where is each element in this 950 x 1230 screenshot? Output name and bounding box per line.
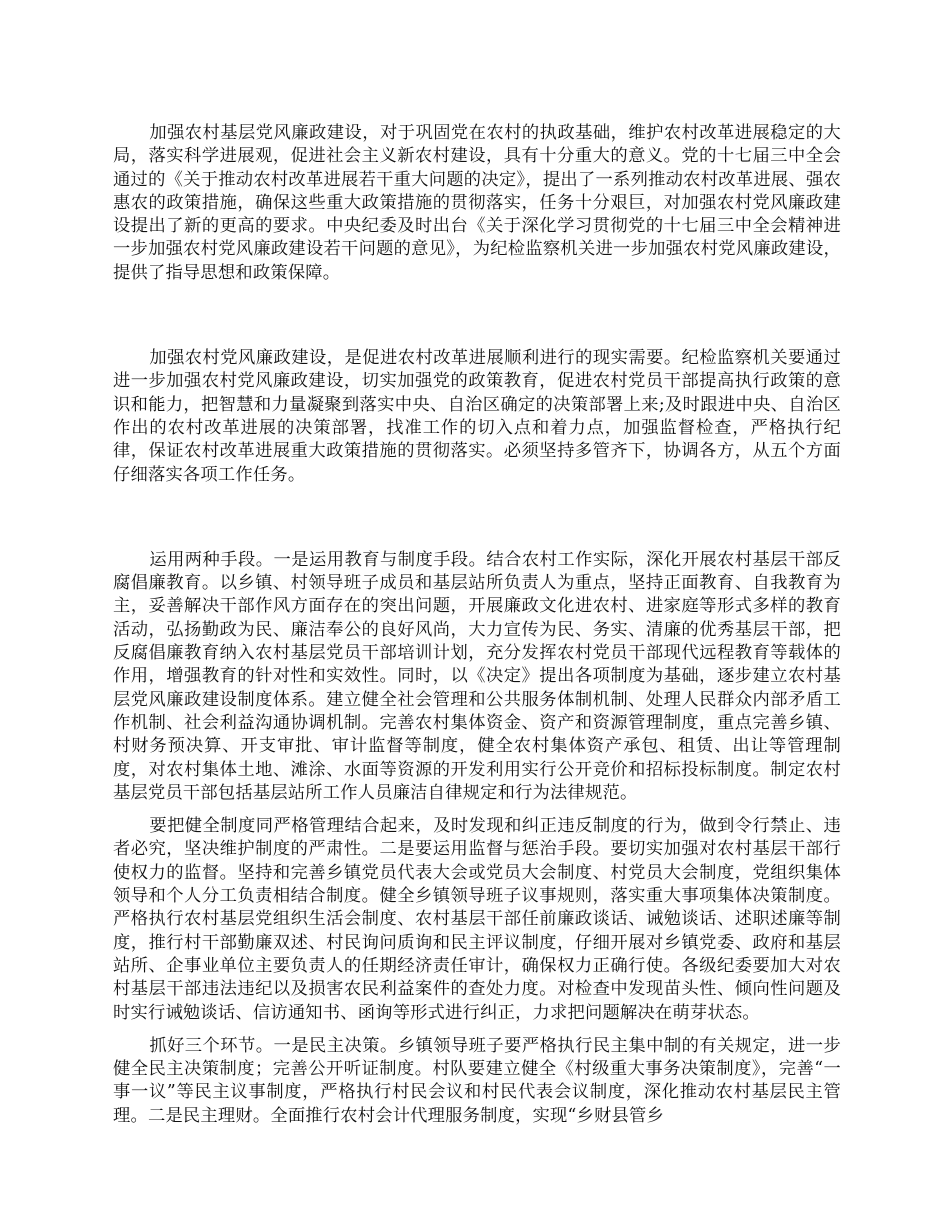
paragraph-practical-need: 加强农村党风廉政建设，是促进农村改革进展顺利进行的现实需要。纪检监察机关要通过进一步加强农村党风廉政建设，切实加强党的政策教育，促进农村党员干部提高执行政策的意识和能力，把智慧和力量凝聚到落实中央、自治区确定的决策部署上来;及时跟进中央、自治区作出的农村改革进展的决策部署，找准工作的切入点和着力点，加强监督检查，严格执行纪律，保证农村改革进展重大政策措施的贯彻落实。必须坚持多管齐下，协调各方，从五个方面仔细落实各项工作任务。: [113, 348, 841, 485]
paragraph-spacer: [113, 805, 841, 815]
paragraph-significance: 加强农村基层党风廉政建设，对于巩固党在农村的执政基础，维护农村改革进展稳定的大局，落实科学进展观，促进社会主义新农村建设，具有十分重大的意义。党的十七届三中全会通过的《关于推动农村改革进展若干重大问题的决定》，提出了一系列推动农村改革进展、强农惠农的政策措施，确保这些重大政策措施的贯彻落实，任务十分艰巨，对加强农村党风廉政建设提出了新的更高的要求。中央纪委及时出台《关于深化学习贯彻党的十七届三中全会精神进一步加强农村党风廉政建设若干问题的意见》，为纪检监察机关进一步加强农村党风廉政建设，提供了指导思想和政策保障。: [113, 123, 841, 283]
paragraph-system-supervision: 要把健全制度同严格管理结合起来，及时发现和纠正违反制度的行为，做到令行禁止、违者必究，坚决维护制度的严肃性。二是要运用监督与惩治手段。要切实加强对农村基层干部行使权力的监督。坚持和完善乡镇党员代表大会或党员大会制度、村党员大会制度，党组织集体领导和个人分工负责相结合制度。健全乡镇领导班子议事规则，落实重大事项集体决策制度。严格执行农村基层党组织生活会制度、农村基层干部任前廉政谈话、诫勉谈话、述职述廉等制度，推行村干部勤廉双述、村民询问质询和民主评议制度，仔细开展对乡镇党委、政府和基层站所、企事业单位主要负责人的任期经济责任审计，确保权力正确行使。各级纪委要加大对农村基层干部违法违纪以及损害农民利益案件的查处力度。对检查中发现苗头性、倾向性问题及时实行诫勉谈话、信访通知书、函询等形式进行纠正，力求把问题解决在萌芽状态。: [113, 816, 841, 1023]
paragraph-spacer: [113, 1025, 841, 1035]
paragraph-spacer: [113, 487, 841, 549]
paragraph-spacer: [113, 285, 841, 347]
paragraph-two-means: 运用两种手段。一是运用教育与制度手段。结合农村工作实际，深化开展农村基层干部反腐倡廉教育。以乡镇、村领导班子成员和基层站所负责人为重点，坚持正面教育、自我教育为主，妥善解决干部作风方面存在的突出问题，开展廉政文化进农村、进家庭等形式多样的教育活动，弘扬勤政为民、廉洁奉公的良好风尚，大力宣传为民、务实、清廉的优秀基层干部，把反腐倡廉教育纳入农村基层党员干部培训计划，充分发挥农村党员干部现代远程教育等载体的作用，增强教育的针对性和实效性。同时，以《决定》提出各项制度为基础，逐步建立农村基层党风廉政建设制度体系。建立健全社会管理和公共服务体制机制、处理人民群众内部矛盾工作机制、社会利益沟通协调机制。完善农村集体资金、资产和资源管理制度，重点完善乡镇、村财务预决算、开支审批、审计监督等制度，健全农村集体资产承包、租赁、出让等管理制度，对农村集体土地、滩涂、水面等资源的开发利用实行公开竞价和招标投标制度。制定农村基层党员干部包括基层站所工作人员廉洁自律规定和行为法律规范。: [113, 549, 841, 803]
paragraph-three-links: 抓好三个环节。一是民主决策。乡镇领导班子要严格执行民主集中制的有关规定，进一步健全民主决策制度；完善公开听证制度。村队要建立健全《村级重大事务决策制度》，完善“一事一议”等民主议事制度，严格执行村民会议和村民代表会议制度，深化推动农村基层民主管理。二是民主理财。全面推行农村会计代理服务制度，实现“乡财县管乡: [113, 1035, 841, 1126]
document-body: [113, 122, 841, 1128]
